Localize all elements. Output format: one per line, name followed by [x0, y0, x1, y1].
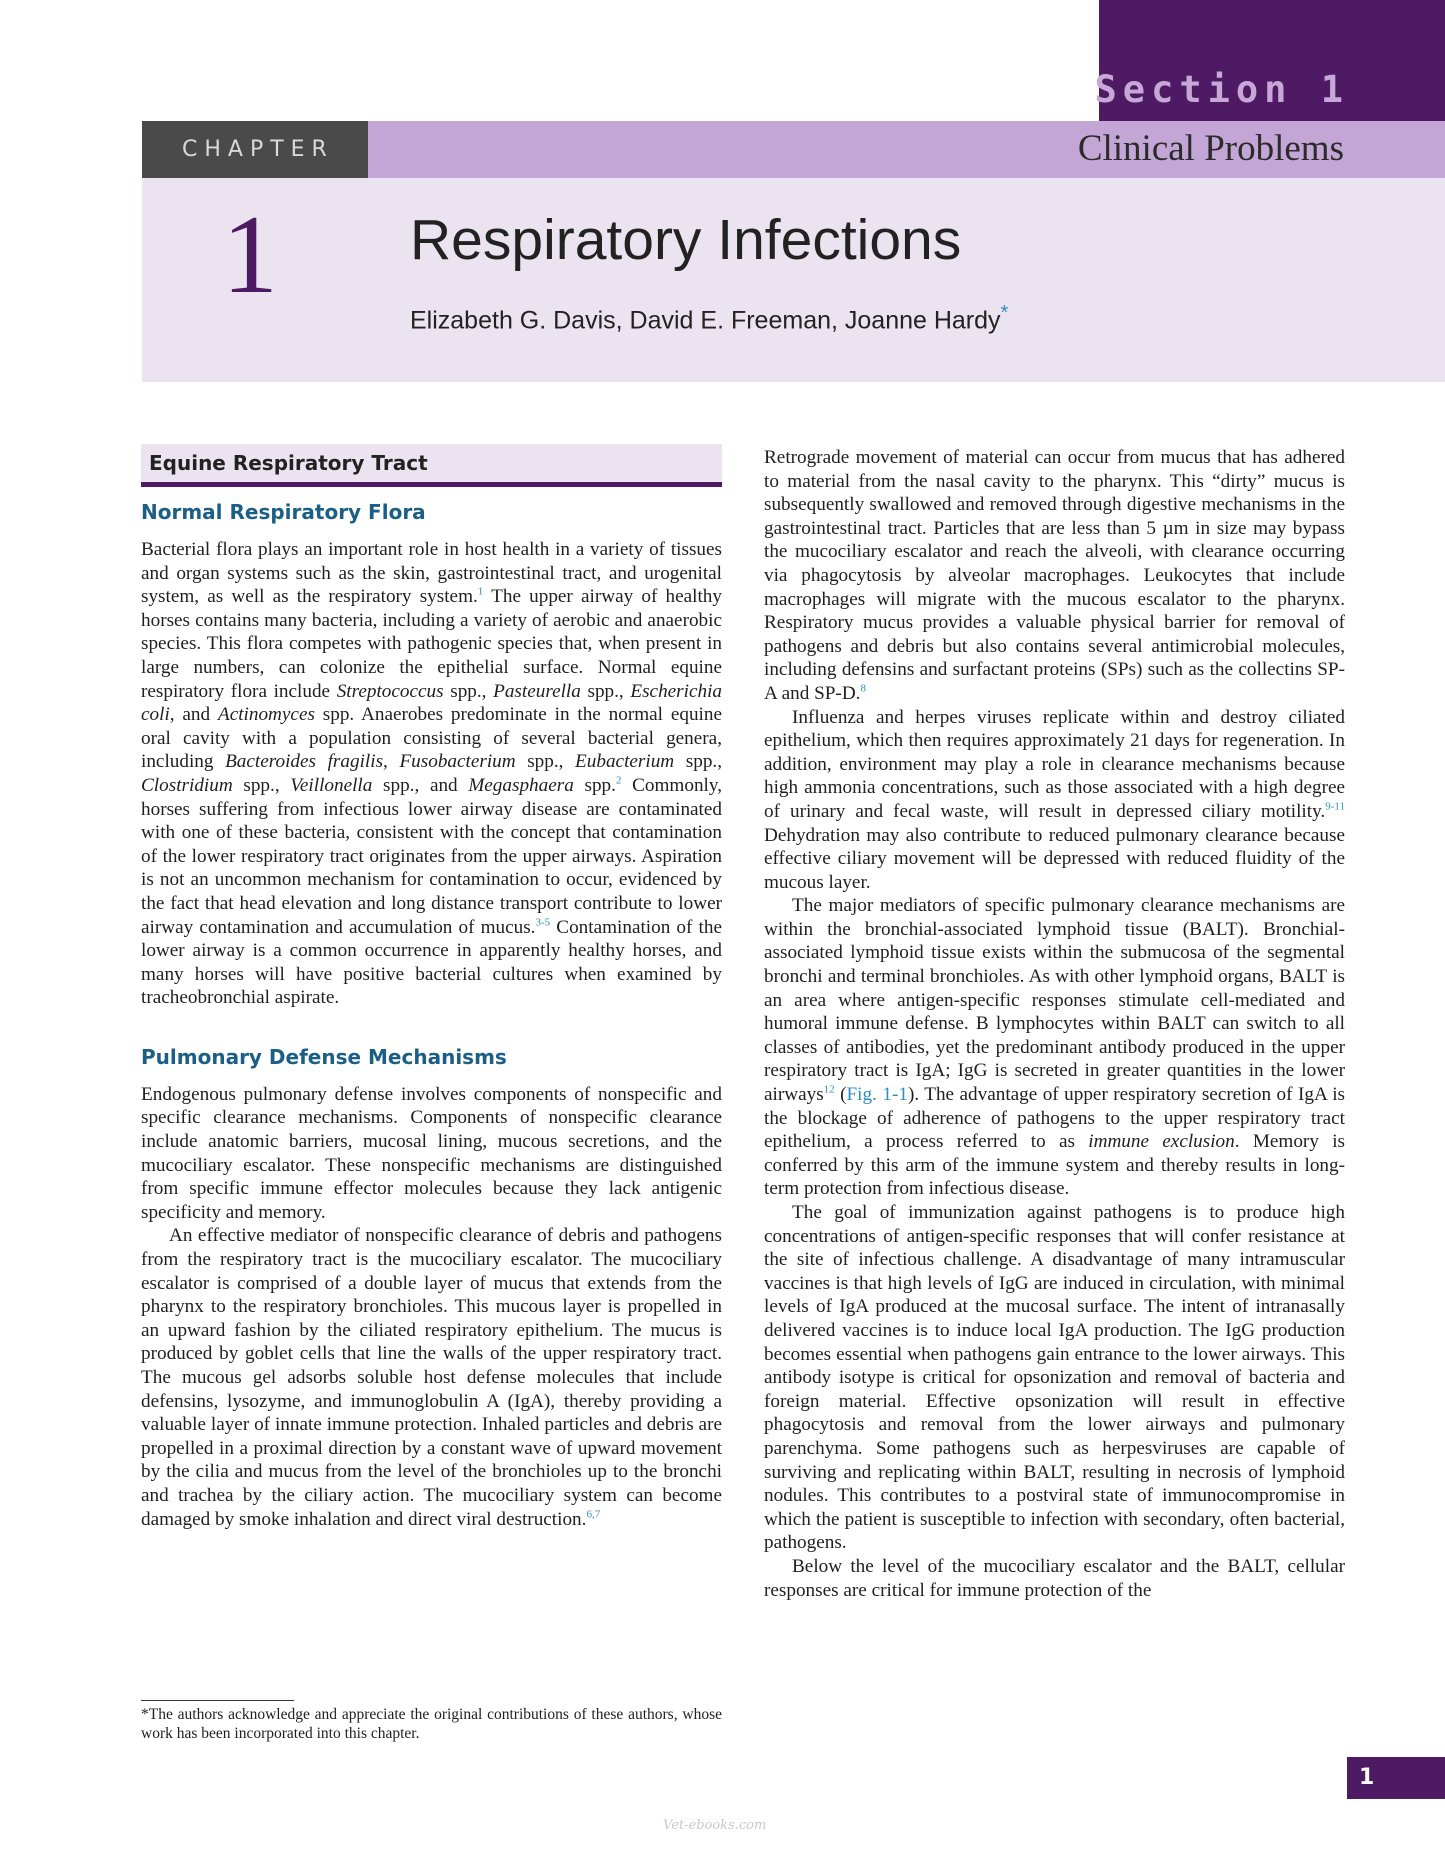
authors-footnote-mark[interactable]: * — [1000, 302, 1009, 324]
paragraph: The major mediators of specific pulmonary clearance mechanisms are within the bronchial-associated lymphoid tissue (BALT). Bronchial-associated lymphoid tissue exists within the submucosa of the segmental bronchi and terminal bronchioles. As with other lymphoid organs, BALT is an area where antigen-specific responses stimulate cell-mediated and humoral immune defense. B lymphocytes within BALT can switch to all classes of antibodies, yet the predominant antibody produced in the upper respiratory tract is IgA; IgG is secreted in greater quantities in the lower airways$^{12}$ (Fig. 1-1). The advantage of upper respiratory secretion of IgA is the blockage of adherence of pathogens to the upper respiratory tract epithelium, a process referred to as immune exclusion. Memory is conferred by this arm of the immune system and thereby results in long-term protection from infectious disease. — [764, 895, 1345, 1200]
paragraph: Below the level of the mucociliary escalator and the BALT, cellular responses are critical for immune protection of the — [764, 1555, 1345, 1601]
page-number: 1 — [1347, 1757, 1445, 1799]
paragraph: Bacterial flora plays an important role in host health in a variety of tissues and organ systems such as the skin, gastrointestinal tract, and urogenital system, as well as the respiratory system.$^1$ The upper airway of healthy horses contains many bacteria, including a variety of aerobic and anaerobic species. This flora competes with pathogenic species that, when present in large numbers, can colonize the epithelial surface. Normal equine respiratory flora include Streptococcus spp., Pasteurella spp., Escherichia coli, and Actinomyces spp. Anaerobes predominate in the normal equine oral cavity with a population consisting of several bacterial genera, including Bacteroides fragilis, Fusobacterium spp., Eubacterium spp., Clostridium spp., Veillonella spp., and Megasphaera spp.$^2$ Commonly, horses suffering from infectious lower airway disease are contaminated with one of these bacteria, consistent with the concept that contamination of the lower respiratory tract originates from the upper airways. Aspiration is not an uncommon mechanism for contamination to occur, evidenced by the fact that head elevation and long distance transport contribute to lower airway contamination and accumulation of mucus.$^{3-5}$ Contamination of the lower airway is a common occurrence in apparently healthy horses, and many horses will have positive bacterial cultures when examined by tracheobronchial aspirate. — [141, 539, 723, 1009]
paragraph: An effective mediator of nonspecific clearance of debris and pathogens from the respiratory tract is the mucociliary escalator. The mucociliary escalator is comprised of a double layer of mucus that extends from the pharynx to the respiratory bronchioles. This mucous layer is propelled in an upward fashion by the ciliated respiratory epithelium. The mucus is produced by goblet cells that line the walls of the upper respiratory tract. The mucous gel adsorbs soluble host defense molecules that include defensins, lysozyme, and immunoglobulin A (IgA), thereby providing a valuable layer of innate immune protection. Inhaled particles and debris are propelled in a proximal direction by a constant wave of upward movement by the cilia and mucus from the level of the bronchioles up to the bronchi and trachea by the ciliary action. The mucociliary system can become damaged by smoke inhalation and direct viral destruction.$^{6,7}$ — [141, 1225, 722, 1530]
chapter-tag: CHAPTER — [142, 121, 368, 178]
authors — [410, 302, 1008, 335]
reference-link[interactable]: 8 — [860, 682, 866, 695]
paragraph: Endogenous pulmonary defense involves components of nonspecific and specific clearance mechanisms. Components of nonspecific clearance include anatomic barriers, mucosal lining, mucous secretions, and the mucociliary escalator. These nonspecific mechanisms are distinguished from specific immune effector molecules because they lack antigenic specificity and memory. — [141, 1083, 722, 1223]
footnote-rule — [141, 1700, 294, 1701]
reference-link[interactable]: 6,7 — [586, 1508, 601, 1521]
reference-link[interactable]: 2 — [615, 774, 622, 787]
watermark: Vet-ebooks.com — [663, 1818, 767, 1833]
section-label: Section 1 — [1094, 68, 1349, 111]
reference-link[interactable]: 9-11 — [1325, 800, 1345, 813]
box-heading: Equine Respiratory Tract — [141, 444, 722, 487]
paragraph: Retrograde movement of material can occur from mucus that has adhered to material from the nasal cavity to the pharynx. This “dirty” mucus is subsequently swallowed and removed through digestive mechanisms in the gastrointestinal tract. Particles that are less than 5 µm in size may bypass the mucociliary escalator and reach the alveoli, with clearance occurring via phagocytosis by alveolar macrophages. Leukocytes that include macrophages will migrate with the mucous escalator to the pharynx. Respiratory mucus provides a valuable physical barrier for removal of pathogens and debris but also contains several antimicrobial molecules, including defensins and surfactant proteins (SPs) such as the collectins SP-A and SP-D.$^8$ — [764, 447, 1345, 704]
chapter-number: 1 — [222, 193, 278, 317]
paragraph: Influenza and herpes viruses replicate within and destroy ciliated epithelium, which then requires approximately 21 days for regeneration. In addition, environment may play a role in clearance mechanisms because high ammonia concentrations, such as those associated with a high degree of urinary and fecal waste, will result in depressed ciliary motility.$^{9-11}$ Dehydration may also contribute to reduced pulmonary clearance because effective ciliary movement will be depressed with reduced fluidity of the mucous layer. — [764, 706, 1345, 893]
reference-link[interactable]: 3-5 — [535, 916, 551, 929]
reference-link[interactable]: 12 — [823, 1083, 835, 1096]
footnote: *The authors acknowledge and appreciate the original contributions of these authors, whose work has been incorporated into this chapter. — [141, 1706, 722, 1742]
reference-link[interactable]: 1 — [477, 585, 484, 598]
paragraph: The goal of immunization against pathogens is to produce high concentrations of antigen-specific responses that will confer resistance at the site of infectious challenge. A disadvantage of many intramuscular vaccines is that high levels of IgG are induced in circulation, with minimal levels of IgA produced at the mucosal surface. The intent of intranasally delivered vaccines is to induce local IgA production. The IgG production becomes essential when pathogens gain entrance to the lower airways. This antibody isotype is critical for opsonization and removal of bacteria and foreign material. Effective opsonization will result in effective phagocytosis and removal from the lower airways and pulmonary parenchyma. Some pathogens such as herpesviruses are capable of surviving and replicating within BALT, resulting in necrosis of lymphoid nodules. This contributes to a postviral state of immunocompromise in which the patient is susceptible to infection with secondary, often bacterial, pathogens. — [764, 1202, 1345, 1554]
authors-names: Elizabeth G. Davis, David E. Freeman, Joanne Hardy — [410, 306, 1001, 335]
chapter-title: Respiratory Infections — [410, 208, 962, 272]
section-title: Clinical Problems — [1077, 128, 1344, 169]
right-column — [764, 446, 1345, 1602]
figure-link[interactable]: Fig. 1-1 — [846, 1084, 908, 1106]
heading-pulmonary-defense: Pulmonary Defense Mechanisms — [141, 1044, 507, 1069]
heading-normal-flora: Normal Respiratory Flora — [141, 500, 426, 524]
left-column — [141, 444, 722, 1531]
